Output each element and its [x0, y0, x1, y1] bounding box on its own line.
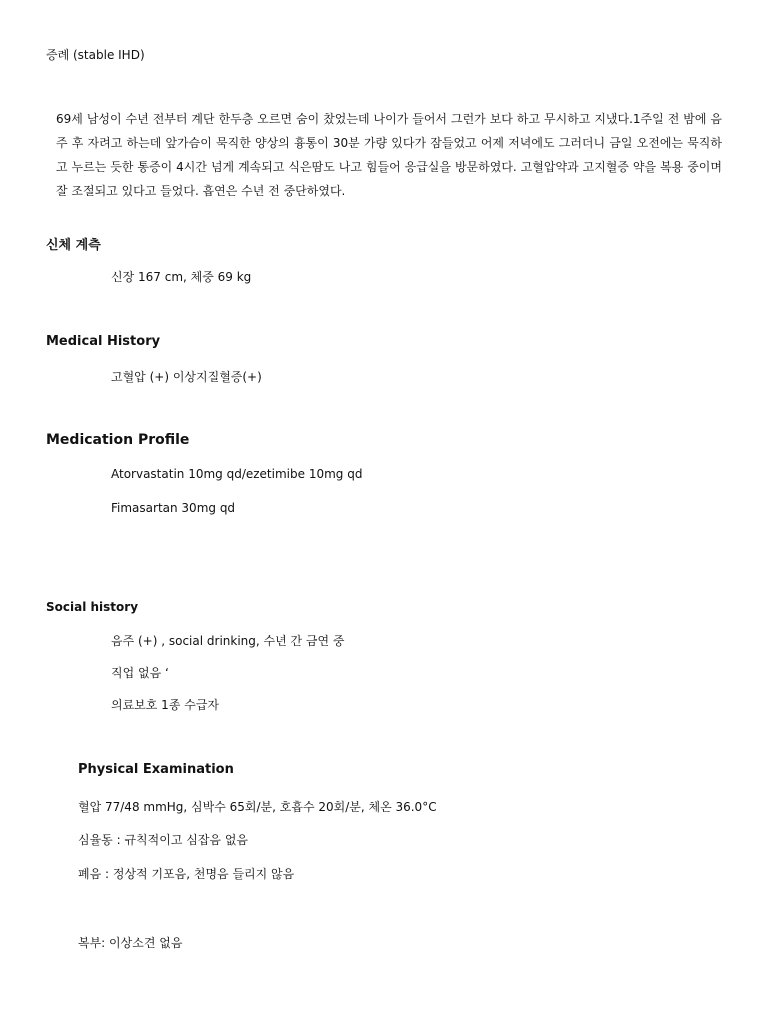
medication-item: Atorvastatin 10mg qd/ezetimibe 10mg qd	[111, 467, 363, 481]
case-title: 증례 (stable IHD)	[46, 48, 145, 62]
physical-exam-item: 폐음 : 정상적 기포음, 천명음 들리지 않음	[78, 867, 295, 881]
body-measurement-value: 신장 167 cm, 체중 69 kg	[111, 270, 252, 284]
medication-item: Fimasartan 30mg qd	[111, 501, 236, 515]
social-history-item: 의료보호 1종 수급자	[111, 698, 220, 712]
physical-exam-item: 심율동 : 규칙적이고 심잡음 없음	[78, 833, 248, 847]
physical-exam-item: 혈압 77/48 mmHg, 심박수 65회/분, 호흡수 20회/분, 체온 36.0°C	[78, 800, 437, 814]
body-measurement-heading: 신체 계측	[46, 238, 101, 253]
physical-exam-item: 복부: 이상소견 없음	[78, 936, 183, 950]
physical-exam-heading: Physical Examination	[78, 762, 234, 777]
social-history-item: 음주 (+) , social drinking, 수년 간 금연 중	[111, 634, 345, 648]
social-history-heading: Social history	[46, 600, 139, 614]
medical-history-value: 고혈압 (+) 이상지질혈증(+)	[111, 370, 262, 384]
social-history-item: 직업 없음 ‘	[111, 666, 169, 680]
medical-history-heading: Medical History	[46, 334, 161, 349]
case-description: 69세 남성이 수년 전부터 계단 한두층 오르면 숨이 찼었는데 나이가 들어서 그런가 보다 하고 무시하고 지냈다.1주일 전 밤에 음주 후 자려고 하는데 앞가슴이 묵직한 양상의 흉통이 30분 가량 있다가 잠들었고 어제 저녁에도 그러더니 금일 오전에는 묵직하고 누르는 듯한 통증이 4시간 넘게 계속되고 식은땀도 나고 힘들어 응급실을 방문하였다. 고혈압약과 고지혈증 약을 복용 중이며 잘 조절되고 있다고 들었다. 흡연은 수년 전 중단하였다.	[56, 112, 722, 198]
medication-profile-heading: Medication Profile	[46, 432, 190, 448]
